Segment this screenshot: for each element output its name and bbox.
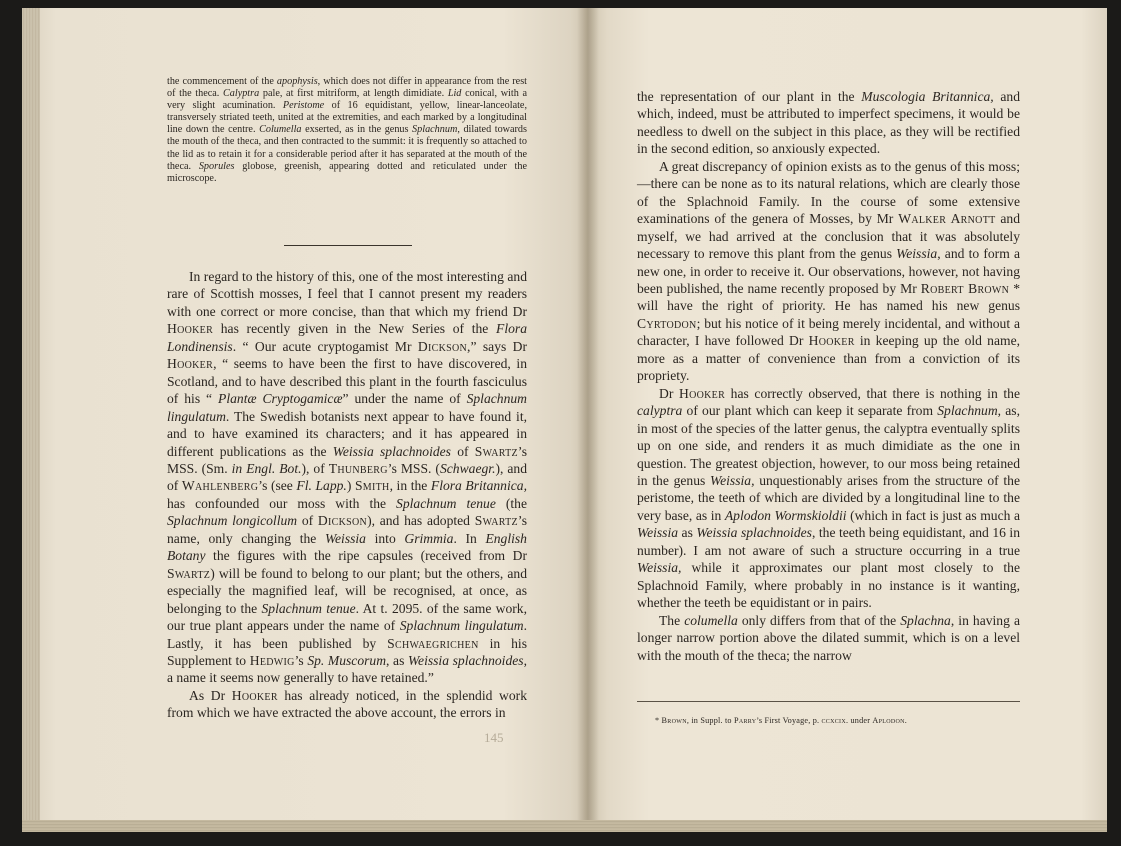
text-run: and myself, we had arrived at the conclusion that it was absolutely necessary to remove this plant from the genus (637, 211, 1020, 262)
text-run: . under (845, 716, 873, 725)
text-run: , as (386, 652, 408, 668)
page-block-edge (22, 820, 1107, 832)
text-run: and which, indeed, must be attributed to imperfect specimens, it would be needless to dwell on the subject in this place, as they will be rectified in the second edition, so anxiously expected. (637, 89, 1020, 157)
text-run: , and to form a new one, in order to receive it. Our observations, however, not having been published, the name recently proposed by Mr (637, 246, 1020, 296)
small-caps-run: Schwaegrichen (387, 635, 479, 651)
italic-run: Splachnum lingulatum (399, 618, 524, 634)
small-caps-run: Swartz (167, 565, 211, 581)
text-run: has correctly observed, that there is nothing in the (725, 385, 1020, 401)
text-run: of 16 equidistant, yellow, linear-lanceolate, transversely striated teeth, united at the extremities, and each marked by a longitudinal line down the centre. (167, 100, 528, 136)
text-run: exserted, as in the genus (301, 124, 413, 136)
open-book (22, 8, 1107, 838)
italic-run: Schwaegr. (439, 460, 496, 476)
text-run: . At t. 2095. of the same work, our true plant appears under the name of (167, 600, 527, 634)
genus-paragraph (637, 158, 1020, 385)
text-run: , which does not differ in appearance from the rest of the theca. (167, 76, 527, 100)
italic-run: Weissia, (637, 560, 682, 576)
footnote (655, 716, 1025, 726)
small-caps-run: Swartz (474, 443, 518, 459)
text-run: in his Supplement to (167, 635, 527, 668)
italic-run: Splachnum (937, 403, 998, 419)
italic-run: in Engl. Bot. (231, 460, 302, 476)
text-run: has recently given in the New Series of the (213, 321, 497, 337)
text-run: the representation of our plant in the (637, 89, 862, 104)
text-run: (which in fact is just as much a (846, 507, 1020, 523)
text-run: unquestionably arises from the structure of the peristome, the teeth of which are divided by a longitudinal line to the very base, as in (637, 472, 1020, 523)
errors-paragraph (167, 687, 527, 722)
text-run: . The Swedish botanists next appear to have found it, and to have examined its characters; and it has appeared in different publications as the (167, 408, 527, 459)
representation-paragraph (637, 88, 1020, 158)
small-caps-run: ccxcix (821, 716, 846, 725)
small-caps-run: Robert Brown (920, 280, 1010, 296)
footnote-rule (637, 701, 1020, 702)
text-run: pale, at first mitriform, at length dimidiate. (259, 88, 448, 100)
text-run: of (297, 513, 318, 529)
small-caps-run: Walker Arnott (898, 211, 996, 227)
text-run: of our plant which can keep it separate from (682, 403, 938, 419)
text-run: . In (453, 530, 486, 546)
text-run: the commencement of the (167, 76, 277, 87)
italic-run: columella (684, 612, 738, 628)
small-caps-run: Hooker (808, 333, 855, 349)
text-run: In regard to the history of this, one of the most interesting and rare of Scottish mosses, I feel that I cannot present my readers with one correct or more concise, than that which my friend Dr (167, 269, 527, 319)
italic-run: Splachnum longicollum (167, 513, 298, 529)
small-caps-run: Hooker (167, 321, 214, 337)
italic-run: Columella (259, 124, 302, 136)
text-run: ), of (301, 460, 329, 476)
text-run: ’s MSS. ( (387, 460, 440, 476)
book-gutter (577, 8, 599, 830)
small-caps-run: Hedwig (249, 652, 295, 668)
text-run: ) will be found to belong to our plant; but the others, and especially the magnified leaf, will be recognised, at once, as belonging to the (167, 565, 527, 616)
text-run: conical, with a very slight acumination. (167, 88, 527, 112)
text-run: A great discrepancy of opinion exists as to the genus of this moss;—there can be none as to its natural relations, which are clearly those of the Splachnoid Family. In the course of some extensive examinations of the genera of Mosses, by Mr (637, 158, 1020, 227)
italic-run: Weissia splachnoides (332, 443, 451, 459)
right-page (587, 8, 1107, 828)
italic-run: Flora Londinensis (167, 321, 527, 354)
small-caps-run: Hooker (167, 356, 214, 372)
italic-run: Flora Britannica, (430, 478, 527, 494)
text-run: , a name it seems now generally to have retained.” (167, 652, 527, 686)
text-run: has already noticed, in the splendid work from which we have extracted the above account, the errors in (167, 687, 527, 721)
italic-run: Splachnum tenue (396, 495, 496, 511)
small-caps-run: Hooker (678, 385, 726, 401)
text-run: , the teeth being equidistant, and 16 in number). I am not aware of such a structure occurring in a true (637, 525, 1021, 558)
text-run: As Dr (189, 687, 232, 703)
italic-run: Muscologia Britannica, (861, 89, 994, 104)
italic-run: Splachnum tenue (261, 600, 356, 616)
text-run: * will have the right of priority. He has named his new genus (637, 280, 1020, 314)
small-caps-run: Swartz (474, 513, 518, 529)
text-run: into (365, 530, 405, 546)
text-run: ) (346, 478, 355, 494)
right-body-text (637, 88, 1020, 664)
text-run: , “ seems to have been the first to have discovered, in Scotland, and to have described this plant in the fourth fasciculus of his “ (167, 356, 527, 407)
small-caps-run: Aplodon (872, 716, 905, 725)
italic-run: Aplodon Wormskioldii (724, 507, 847, 523)
text-run: ’s name, only changing the (167, 513, 527, 546)
text-run: . “ Our acute cryptogamist Mr (232, 338, 418, 354)
italic-run: Splachnum lingulatum (167, 391, 527, 424)
text-run: only differs from that of the (737, 612, 901, 628)
text-run: , in the (389, 478, 431, 494)
text-run: , dilated towards the mouth of the theca, and then contracted to the summit: it is frequently so attached to the lid as to retain it for a considerable period after it has separated at the mouth of the theca. (167, 124, 527, 172)
small-caps-run: Dickson (317, 513, 368, 529)
text-run: , as, in most of the species of the latter genus, the calyptra eventually splits up on one side, and renders it as much dimidiate as the one in question. The greatest objection, however, to our moss being retained in the genus (637, 403, 1020, 488)
section-divider (284, 245, 412, 246)
text-run: globose, greenish, appearing dotted and reticulated under the microscope. (167, 160, 527, 184)
italic-run: Weissia (637, 525, 679, 541)
italic-run: English Botany (167, 530, 527, 564)
text-run: ’s (see (258, 478, 297, 494)
italic-run: Peristome (282, 100, 325, 112)
text-run: , in Suppl. to (686, 716, 734, 725)
small-caps-run: Hooker (231, 687, 278, 703)
columella-paragraph (637, 612, 1020, 664)
text-run: while it approximates our plant most closely to the Splachnoid Family, where probably in no instance is it wanting, whether the teeth be equidistant or in pairs. (637, 560, 1020, 611)
small-caps-run: Dickson (417, 338, 468, 354)
italic-run: Weissia, (710, 472, 755, 488)
text-run: (the (495, 495, 528, 511)
text-run: * (655, 716, 662, 725)
italic-run: Splachna (900, 612, 951, 628)
text-run: of (450, 443, 475, 459)
italic-run: Sp. Muscorum (307, 652, 387, 668)
text-run: ), and has adopted (367, 513, 475, 529)
text-run: The (659, 612, 685, 628)
italic-run: Splachnum (412, 124, 458, 136)
description-paragraph (167, 76, 527, 185)
left-page (22, 8, 587, 828)
italic-run: Weissia splachnoides (407, 652, 524, 668)
italic-run: Lid (447, 88, 462, 100)
text-run: ), and of (167, 460, 528, 494)
italic-run: Sporules (198, 160, 235, 172)
text-run: ; but his notice of it being merely incidental, and without a character, I have followed Dr (637, 315, 1020, 349)
italic-run: Calyptra (222, 88, 260, 100)
italic-run: Weissia (896, 246, 938, 262)
italic-run: Plantæ Cryptogamicæ (218, 391, 343, 407)
small-caps-run: Wahlenberg (181, 478, 259, 494)
small-caps-run: Parry (733, 716, 757, 725)
text-run: has confounded our moss with the (167, 495, 397, 511)
text-run: ,” says Dr (467, 338, 528, 354)
italic-run: calyptra (637, 403, 683, 419)
text-run: in keeping up the old name, more as a matter of convenience than from a conviction of its propriety. (637, 333, 1021, 384)
faded-page-number: 145 (484, 730, 504, 745)
italic-run: apophysis (276, 76, 318, 87)
text-run: ’s First Voyage, p. (756, 716, 822, 725)
italic-run: Grimmia (404, 530, 454, 546)
text-run: Dr (659, 385, 679, 401)
left-body-text (167, 268, 527, 722)
small-caps-run: Brown (661, 716, 687, 725)
species-description (167, 76, 527, 185)
small-caps-run: Thunberg (328, 460, 388, 476)
text-run: ” under the name of (342, 391, 467, 407)
text-run: , in having a longer narrow portion above the dilated summit, which is on a level with the mouth of the theca; the narrow (637, 612, 1020, 663)
italic-run: Fl. Lapp. (296, 478, 347, 494)
italic-run: Weissia (324, 530, 366, 546)
text-run: ’s MSS. (Sm. (167, 443, 527, 476)
text-run: the figures with the ripe capsules (received from Dr (205, 548, 527, 564)
small-caps-run: Smith (354, 478, 390, 494)
italic-run: Weissia splachnoides (696, 525, 812, 541)
text-run: ’s (294, 652, 308, 668)
text-run: . Lastly, it has been published by (167, 618, 527, 651)
text-run: . (904, 716, 907, 725)
calyptra-paragraph (637, 385, 1020, 612)
small-caps-run: Cyrtodon (637, 315, 697, 331)
left-page-edge (22, 8, 40, 828)
text-run: as (678, 525, 697, 541)
history-paragraph (167, 268, 527, 687)
